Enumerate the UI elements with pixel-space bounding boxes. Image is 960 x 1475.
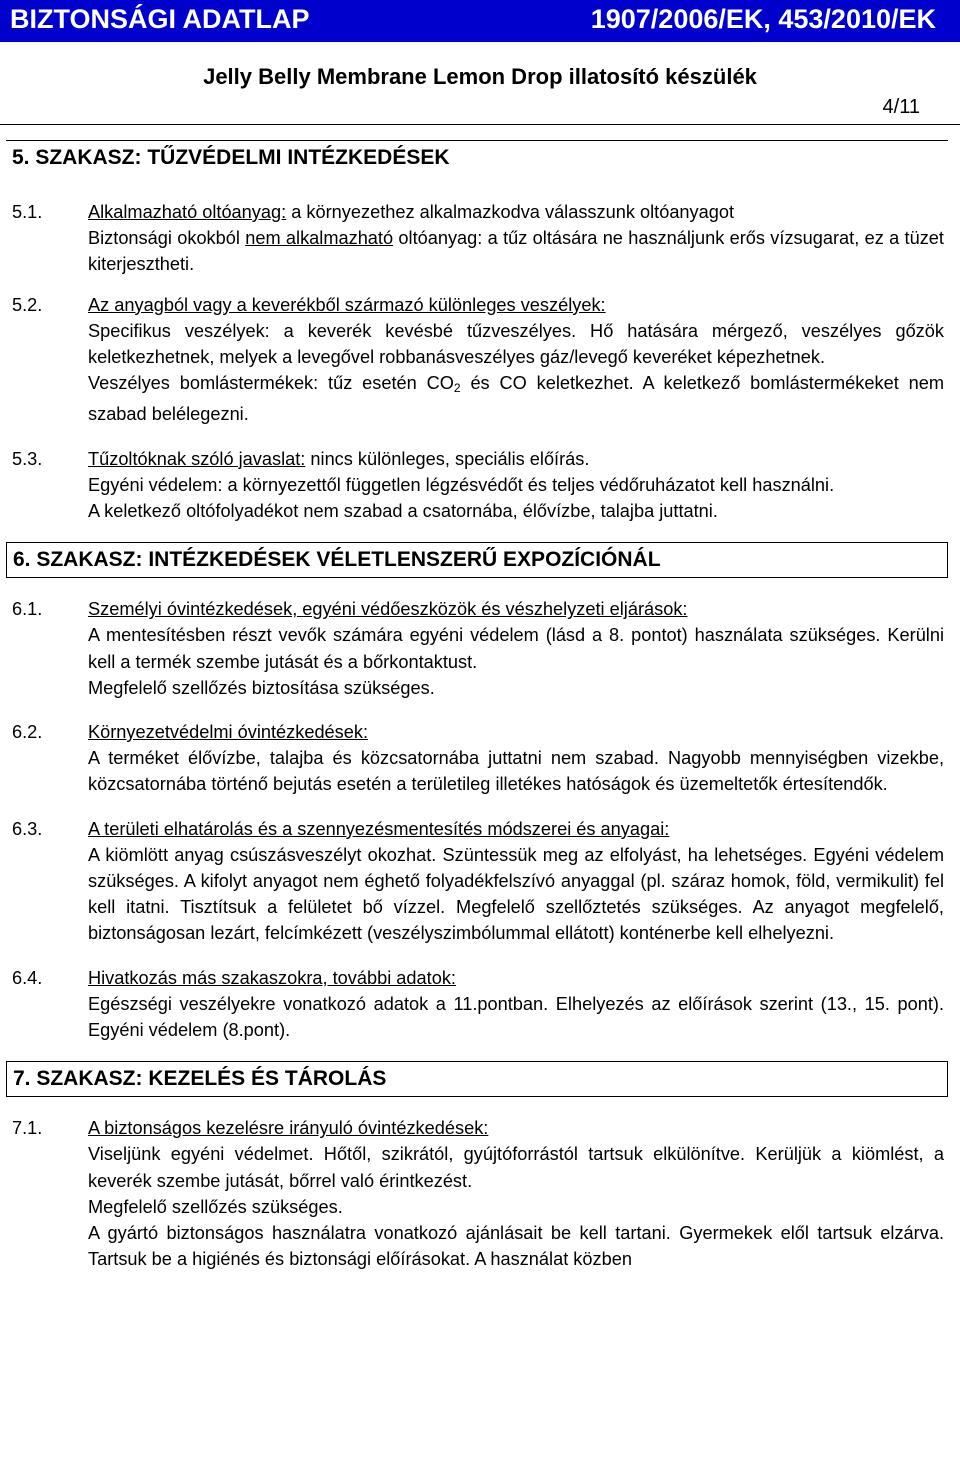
subsection-number: 7.1. — [12, 1118, 43, 1139]
subsection-6-2 — [0, 719, 960, 798]
paragraph: Tűzoltóknak szóló javaslat: nincs különleges, speciális előírás. — [88, 448, 590, 469]
subsection-number: 5.1. — [12, 202, 43, 222]
subsection-number: 6.4. — [12, 967, 43, 988]
section-5-title: 5. SZAKASZ: TŰZVÉDELMI INTÉZKEDÉSEK — [6, 140, 948, 175]
subsection-heading: A területi elhatárolás és a szennyezésmentesítés módszerei és anyagai: — [88, 818, 670, 839]
paragraph: Egészségi veszélyekre vonatkozó adatok a 11.pontban. Elhelyezés az előírások szerint (13., 15. pont). Egyéni védelem (8.pont). — [88, 993, 944, 1041]
paragraph: Specifikus veszélyek: a keverék kevésbé tűzveszélyes. Hő hatására mérgező, veszélyes gőzök keletkezhetnek, melyek a levegővel robbanásveszélyes gáz/levegő keveréket képezhetnek. — [88, 320, 944, 368]
underlined-term: nem alkalmazható — [245, 228, 394, 249]
subsection-heading: Tűzoltóknak szóló javaslat: — [88, 448, 306, 469]
subsection-5-1 — [0, 199, 960, 278]
document-header — [0, 0, 960, 125]
doc-title: BIZTONSÁGI ADATLAP — [10, 4, 310, 34]
subsection-number: 5.3. — [12, 448, 43, 469]
paragraph: Megfelelő szellőzés biztosítása szükséges. — [88, 677, 435, 698]
subsection-5-2 — [0, 292, 960, 428]
document-body — [0, 140, 960, 1273]
paragraph: Megfelelő szellőzés szükséges. — [88, 1196, 343, 1217]
subsection-6-4 — [0, 965, 960, 1044]
subsection-5-3 — [0, 446, 960, 525]
paragraph: Veszélyes bomlástermékek: tűz esetén $CO_2$ és CO keletkezhet. A keletkező bomlástermékeket nem szabad belélegezni. — [88, 373, 944, 425]
paragraph: A mentesítésben részt vevők számára egyéni védelem (lásd a 8. pontot) használata szükséges. Kerülni kell a termék szembe jutását és a bőrkontaktust. — [88, 625, 944, 672]
subsection-6-1 — [0, 596, 960, 701]
paragraph: A terméket élővízbe, talajba és közcsatornába juttatni nem szabad. Nagyobb mennyiségben vizekbe, közcsatornába történő bejutás esetén a területileg illetékes hatóságok és üzemeltetők értesítendők. — [88, 748, 944, 795]
subsection-7-1 — [0, 1115, 960, 1272]
paragraph: Viseljünk egyéni védelmet. Hőtől, szikrától, gyújtóforrástól tartsuk elkülönítve. Kerüljük a kiömlést, a keverék szembe jutását, bőrrel való érintkezést. — [88, 1144, 944, 1191]
subsection-6-3 — [0, 816, 960, 947]
subsection-number: 6.2. — [12, 722, 43, 743]
paragraph: Biztonsági okokból nem alkalmazható oltóanyag: a tűz oltására ne használjunk erős vízsugarat, ez a tüzet kiterjesztheti. — [88, 228, 944, 275]
paragraph: A kiömlött anyag csúszásveszélyt okozhat. Szüntessük meg az elfolyást, ha lehetséges. Egyéni védelem szükséges. A kifolyt anyagot nem éghető folyadékfelszívó anyaggal (pl. száraz homok, föld, vermikulit) fel kell itatni. Tisztítsuk a felületet bő vízzel. Megfelelő szellőztetés szükséges. Az anyagot megfelelő, biztonságosan lezárt, felcímkézett (veszélyszimbólummal ellátott) konténerbe kell elhelyezni. — [88, 844, 944, 944]
paragraph: A keletkező oltófolyadékot nem szabad a csatornába, élővízbe, talajba juttatni. — [88, 501, 718, 522]
subsection-heading: Személyi óvintézkedések, egyéni védőeszközök és vészhelyzeti eljárások: — [88, 599, 688, 620]
section-7-title: 7. SZAKASZ: KEZELÉS ÉS TÁROLÁS — [6, 1061, 948, 1097]
paragraph: Egyéni védelem: a környezettől független légzésvédőt és teljes védőruházatot kell használni. — [88, 474, 835, 495]
subsection-heading: Az anyagból vagy a keverékből származó különleges veszélyek: — [88, 294, 606, 315]
subsection-heading: Hivatkozás más szakaszokra, további adatok: — [88, 967, 456, 988]
subsection-number: 5.2. — [12, 294, 43, 315]
subsection-heading: A biztonságos kezelésre irányuló óvintézkedések: — [88, 1118, 489, 1139]
paragraph: A gyártó biztonságos használatra vonatkozó ajánlásait be kell tartani. Gyermekek elől tartsuk elzárva. Tartsuk be a higiénés és biztonsági előírásokat. A használat közben — [88, 1223, 944, 1270]
subsection-heading: Alkalmazható oltóanyag: — [88, 202, 287, 222]
regulation-ref: 1907/2006/EK, 453/2010/EK — [590, 4, 936, 34]
paragraph: Alkalmazható oltóanyag: a környezethez alkalmazkodva válasszunk oltóanyagot — [88, 202, 735, 222]
subsection-heading: Környezetvédelmi óvintézkedések: — [88, 722, 369, 743]
subsection-number: 6.1. — [12, 599, 43, 620]
subsection-number: 6.3. — [12, 818, 43, 839]
header-band — [0, 0, 960, 42]
section-6-title: 6. SZAKASZ: INTÉZKEDÉSEK VÉLETLENSZERŰ EXPOZÍCIÓNÁL — [6, 542, 948, 578]
product-name: Jelly Belly Membrane Lemon Drop illatosító készülék — [203, 64, 757, 89]
page-number: 4/11 — [882, 96, 920, 118]
header-divider — [0, 124, 960, 125]
